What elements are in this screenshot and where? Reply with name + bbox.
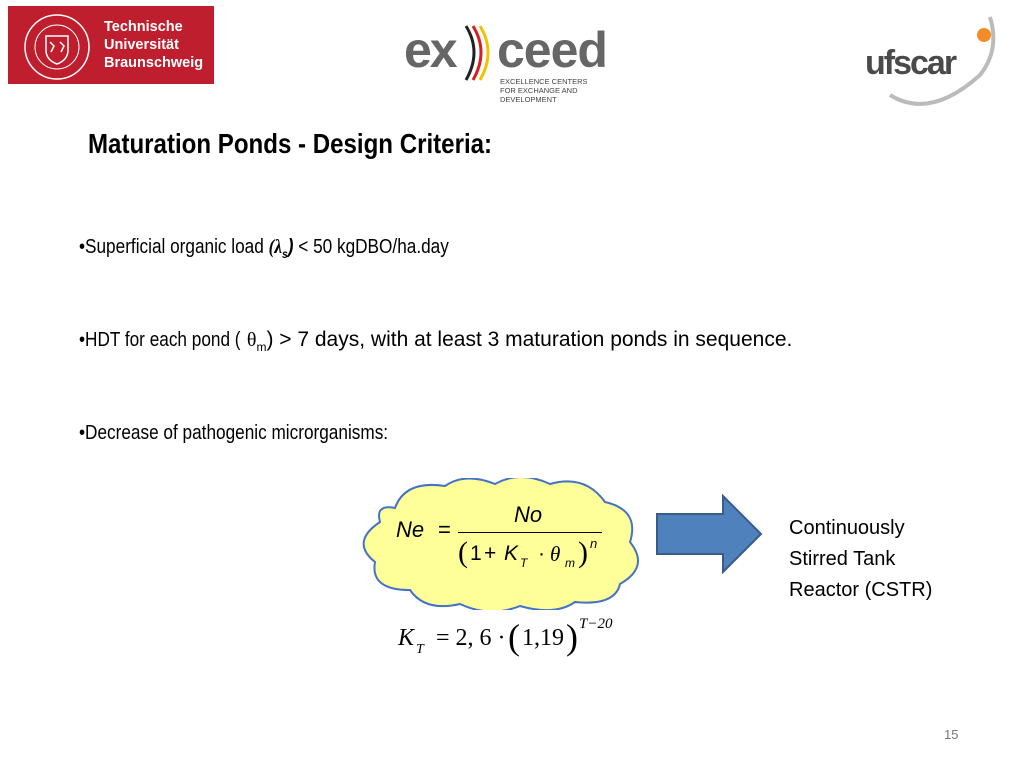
tu-seal-icon — [22, 12, 92, 82]
eq1-k-sub: T — [520, 556, 528, 570]
cstr-label — [789, 513, 932, 606]
exceed-logo — [400, 20, 615, 104]
bullet1-symbol: (λ — [268, 236, 282, 258]
bullet3-text: •Decrease of pathogenic microrganisms: — [79, 422, 389, 444]
cstr-line3: Reactor (CSTR) — [789, 579, 933, 601]
page-number: 15 — [944, 727, 959, 742]
eq1-equals: = — [438, 517, 451, 542]
exceed-ceed-text: ceed — [497, 22, 607, 78]
exceed-ex-text: ex — [404, 22, 456, 78]
tu-logo-line3: Braunschweig — [104, 55, 204, 71]
eq1-lhs: Ne — [396, 517, 425, 542]
bullet2-rest: ) > 7 days, with at least 3 maturation ponds in sequence. — [266, 328, 793, 351]
slide-title: Maturation Ponds - Design Criteria: — [88, 128, 493, 159]
eq1-exponent: n — [590, 536, 598, 551]
eq1-numerator: No — [514, 502, 543, 527]
eq1-theta-sub: m — [565, 556, 575, 570]
bullet1-rest: < 50 kgDBO/ha.day — [293, 236, 449, 258]
cstr-line1: Continuously — [789, 517, 905, 539]
eq1-plus: + — [484, 542, 497, 565]
bullet1-close: ) — [287, 236, 294, 258]
bullet2-prefix: •HDT for each pond ( — [79, 329, 241, 351]
exceed-sub2: FOR EXCHANGE AND DEVELOPMENT — [500, 86, 578, 104]
eq1-one: 1 — [470, 542, 482, 565]
cstr-line2: Stirred Tank — [789, 548, 896, 570]
ufscar-logo — [860, 10, 1010, 110]
tu-braunschweig-logo — [8, 6, 214, 84]
bullet-hdt — [79, 328, 792, 354]
eq2-exponent: T−20 — [579, 616, 613, 632]
right-arrow-icon — [655, 494, 765, 574]
eq2-k-sub: T — [416, 642, 424, 657]
exceed-sub1: EXCELLENCE CENTERS — [500, 77, 588, 86]
eq1-fraction-bar — [458, 532, 602, 533]
ufscar-text: ufscar — [865, 44, 956, 82]
eq1-k: K — [504, 542, 519, 565]
tu-logo-line1: Technische — [104, 19, 183, 35]
bullet2-sub: m — [256, 340, 267, 354]
eq2-base: 1,19 — [522, 625, 564, 651]
bullet-pathogen-decrease — [79, 422, 438, 445]
eq1-theta: θ — [550, 542, 561, 566]
bullet2-symbol: θ — [246, 329, 257, 351]
eq2-rhs: = 2, 6 · — [436, 625, 506, 651]
bullet-organic-load — [79, 236, 509, 261]
bullet1-sub: s — [281, 247, 288, 261]
eq2-k: K — [398, 625, 415, 651]
eq1-dot: · — [538, 542, 545, 565]
exceed-stripes-icon — [462, 24, 498, 94]
tu-logo-line2: Universität — [104, 37, 179, 53]
bullet1-prefix: •Superficial organic load — [79, 236, 269, 258]
